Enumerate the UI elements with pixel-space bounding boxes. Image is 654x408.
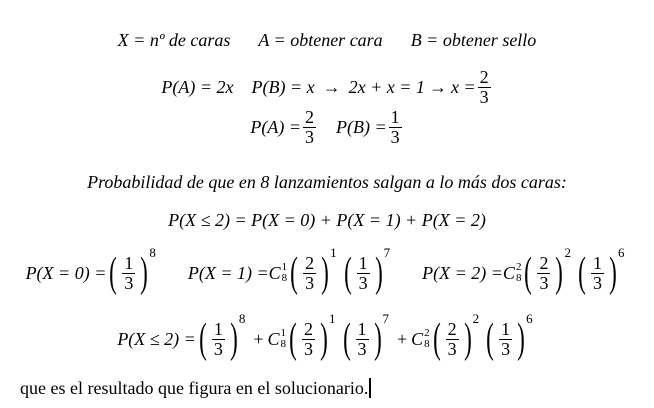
pa-denominator: 3 bbox=[305, 127, 314, 147]
p2-b-exponent: 6 bbox=[617, 245, 625, 260]
p2-c: C bbox=[502, 262, 515, 283]
p0-denominator: 3 bbox=[124, 272, 134, 293]
p0-numerator: 1 bbox=[124, 252, 134, 273]
p1-label: P(X = 1) = bbox=[187, 262, 269, 283]
x-equation: x = bbox=[450, 77, 476, 97]
sum-decomposition: P(X ≤ 2) = P(X = 0) + P(X = 1) + P(X = 2) bbox=[168, 210, 486, 230]
p1-power-b: ( $\frac{1}{3}$ ) 7 bbox=[343, 245, 391, 296]
p0-exponent: 8 bbox=[149, 245, 156, 260]
problem-statement: Probabilidad de que en 8 lanzamientos salgan a lo más dos caras: bbox=[87, 172, 567, 192]
final-t1-exponent: 8 bbox=[238, 311, 246, 326]
conclusion-text: que es el resultado que figura en el solucionario. bbox=[20, 378, 369, 398]
p1-a-numerator: 2 bbox=[305, 252, 315, 273]
sum-equation: 2x + x = 1 bbox=[348, 77, 425, 97]
x-fraction-denominator: 3 bbox=[479, 87, 489, 107]
final-t1-numerator: 1 bbox=[213, 318, 223, 339]
x-fraction-numerator: 2 bbox=[479, 67, 489, 87]
a-definition: A = obtener cara bbox=[258, 30, 383, 50]
p1-combination bbox=[269, 262, 288, 284]
pa-value-label: P(A) = bbox=[250, 117, 301, 137]
x-fraction bbox=[478, 68, 491, 107]
pa-equation: P(A) = 2x bbox=[161, 77, 234, 97]
p1-b-exponent: 7 bbox=[383, 245, 391, 260]
p2-c-sub: 8 bbox=[515, 272, 522, 284]
p2-combination bbox=[503, 262, 522, 284]
pa-numerator: 2 bbox=[305, 107, 314, 127]
p2-a-denominator: 3 bbox=[539, 272, 549, 293]
p2-power-a: ( $\frac{2}{3}$ ) 2 bbox=[524, 245, 571, 296]
pb-equation: P(B) = x bbox=[251, 77, 315, 97]
p1-a-denominator: 3 bbox=[305, 272, 315, 293]
final-label: P(X ≤ 2) = bbox=[117, 328, 196, 349]
p1-b-numerator: 1 bbox=[358, 252, 368, 273]
final-term-2b: ( $\frac{1}{3}$ ) 7 bbox=[342, 311, 389, 362]
text-cursor bbox=[369, 378, 371, 398]
final-plus-1: + bbox=[253, 328, 264, 349]
arrow-1: → bbox=[322, 77, 341, 97]
final-term-3b: ( $\frac{1}{3}$ ) 6 bbox=[486, 311, 533, 362]
terms-line bbox=[0, 245, 654, 296]
pb-fraction bbox=[389, 108, 402, 147]
p1-c-sub: 8 bbox=[281, 272, 288, 284]
b-definition: B = obtener sello bbox=[410, 30, 537, 50]
p2-c-sup: 2 bbox=[515, 261, 522, 273]
p1-a-exponent: 1 bbox=[330, 245, 337, 260]
p2-a-numerator: 2 bbox=[539, 252, 549, 273]
p1-b-denominator: 3 bbox=[358, 272, 368, 293]
final-plus-2: + bbox=[397, 328, 408, 349]
x-definition: X = nº de caras bbox=[117, 30, 231, 50]
p1-c-sup: 1 bbox=[281, 261, 288, 273]
definitions-line bbox=[0, 30, 654, 51]
final-term-1: ( $\frac{1}{3}$ ) 8 bbox=[198, 311, 246, 362]
p2-b-numerator: 1 bbox=[592, 252, 602, 273]
pa-fraction bbox=[303, 108, 316, 147]
p1-power-a: ( $\frac{2}{3}$ ) 1 bbox=[290, 245, 337, 296]
pb-numerator: 1 bbox=[390, 107, 400, 127]
final-term-3a: ( $\frac{2}{3}$ ) 2 bbox=[432, 311, 480, 362]
probability-equations-line bbox=[0, 68, 654, 107]
final-term-2a: ( $\frac{2}{3}$ ) 1 bbox=[289, 311, 336, 362]
p2-a-exponent: 2 bbox=[564, 245, 571, 260]
p2-power-b: ( $\frac{1}{3}$ ) 6 bbox=[578, 245, 625, 296]
conclusion-text-line[interactable] bbox=[20, 378, 371, 399]
final-combination-1: C 1 8 bbox=[267, 327, 286, 350]
pb-value-label: P(B) = bbox=[336, 117, 387, 137]
probability-values-line bbox=[0, 108, 654, 147]
p2-label: P(X = 2) = bbox=[422, 262, 503, 283]
final-t1-denominator: 3 bbox=[213, 338, 223, 359]
p1-c: C bbox=[268, 262, 281, 283]
arrow-2: → bbox=[428, 77, 447, 97]
final-combination-2: C 2 8 bbox=[411, 327, 430, 350]
p0-label: P(X = 0) = bbox=[25, 262, 107, 283]
pb-denominator: 3 bbox=[390, 127, 400, 147]
p2-b-denominator: 3 bbox=[592, 272, 602, 293]
p0-power: ( $\frac{1}{3}$ ) 8 bbox=[109, 245, 156, 296]
final-expression bbox=[0, 311, 654, 362]
